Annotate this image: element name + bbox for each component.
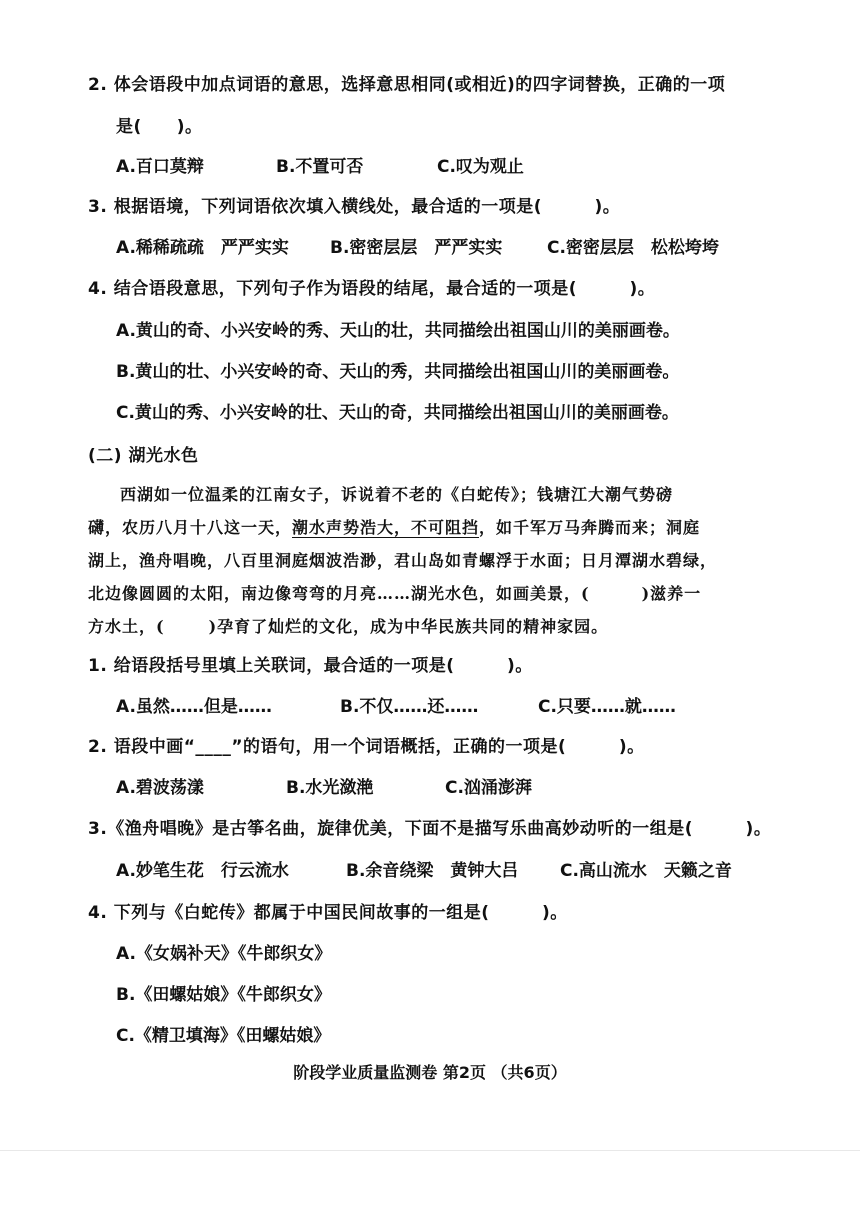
q3-option-b: B.密密层层 严严实实 <box>330 238 503 258</box>
section-heading: (二) 湖光水色 <box>88 446 199 466</box>
passage-line-2: 礴，农历八月十八这一天，潮水声势浩大，不可阻挡，如千军万马奔腾而来；洞庭 <box>88 518 701 537</box>
s2-q3-option-c: C.高山流水 天籁之音 <box>560 861 732 881</box>
underlined-sentence: 潮水声势浩大，不可阻挡 <box>292 518 480 537</box>
s2-q3-option-a: A.妙笔生花 行云流水 <box>116 861 289 881</box>
q4-option-a: A.黄山的奇、小兴安岭的秀、天山的壮，共同描绘出祖国山川的美丽画卷。 <box>116 321 680 341</box>
s2-q4-option-c: C.《精卫填海》《田螺姑娘》 <box>116 1026 331 1046</box>
s2-q1-option-c: C.只要……就…… <box>538 697 676 717</box>
q2-option-b: B.不置可否 <box>276 157 364 177</box>
s2-q3-option-b: B.余音绕梁 黄钟大吕 <box>346 861 519 881</box>
s2-q3-stem: 3.《渔舟唱晚》是古筝名曲，旋律优美，下面不是描写乐曲高妙动听的一组是( )。 <box>88 819 772 839</box>
page-footer: 阶段学业质量监测卷 第2页 （共6页） <box>293 1063 567 1082</box>
s2-q2-option-a: A.碧波荡漾 <box>116 778 204 798</box>
passage-line-1: 西湖如一位温柔的江南女子，诉说着不老的《白蛇传》；钱塘江大潮气势磅 <box>120 485 674 504</box>
s2-q4-option-a: A.《女娲补天》《牛郎织女》 <box>116 944 332 964</box>
s2-q1-option-a: A.虽然……但是…… <box>116 697 272 717</box>
q3-option-a: A.稀稀疏疏 严严实实 <box>116 238 289 258</box>
passage-line-4: 北边像圆圆的太阳，南边像弯弯的月亮……湖光水色，如画美景，( )滋养一 <box>88 584 702 603</box>
s2-q2-stem: 2. 语段中画“____”的语句，用一个词语概括，正确的一项是( )。 <box>88 737 645 757</box>
s2-q4-option-b: B.《田螺姑娘》《牛郎织女》 <box>116 985 331 1005</box>
s2-q1-option-b: B.不仅……还…… <box>340 697 479 717</box>
s2-q2-option-c: C.汹涌澎湃 <box>445 778 532 798</box>
q2-option-c: C.叹为观止 <box>437 157 524 177</box>
s2-q2-option-b: B.水光潋滟 <box>286 778 374 798</box>
s2-q1-stem: 1. 给语段括号里填上关联词，最合适的一项是( )。 <box>88 656 533 676</box>
q3-stem: 3. 根据语境，下列词语依次填入横线处，最合适的一项是( )。 <box>88 197 621 217</box>
passage-line-5: 方水土，( )孕育了灿烂的文化，成为中华民族共同的精神家园。 <box>88 617 609 636</box>
q4-stem: 4. 结合语段意思，下列句子作为语段的结尾，最合适的一项是( )。 <box>88 279 656 299</box>
passage-line-3: 湖上，渔舟唱晚，八百里洞庭烟波浩渺，君山岛如青螺浮于水面；日月潭湖水碧绿， <box>88 551 718 570</box>
page-edge-line <box>0 1150 860 1151</box>
q2-stem-line1: 2. 体会语段中加点词语的意思，选择意思相同(或相近)的四字词替换，正确的一项 <box>88 75 726 95</box>
q2-option-a: A.百口莫辩 <box>116 157 204 177</box>
q4-option-c: C.黄山的秀、小兴安岭的壮、天山的奇，共同描绘出祖国山川的美丽画卷。 <box>116 403 679 423</box>
q4-option-b: B.黄山的壮、小兴安岭的奇、天山的秀，共同描绘出祖国山川的美丽画卷。 <box>116 362 680 382</box>
q3-option-c: C.密密层层 松松垮垮 <box>547 238 719 258</box>
s2-q4-stem: 4. 下列与《白蛇传》都属于中国民间故事的一组是( )。 <box>88 903 568 923</box>
q2-stem-line2: 是( )。 <box>116 117 203 137</box>
